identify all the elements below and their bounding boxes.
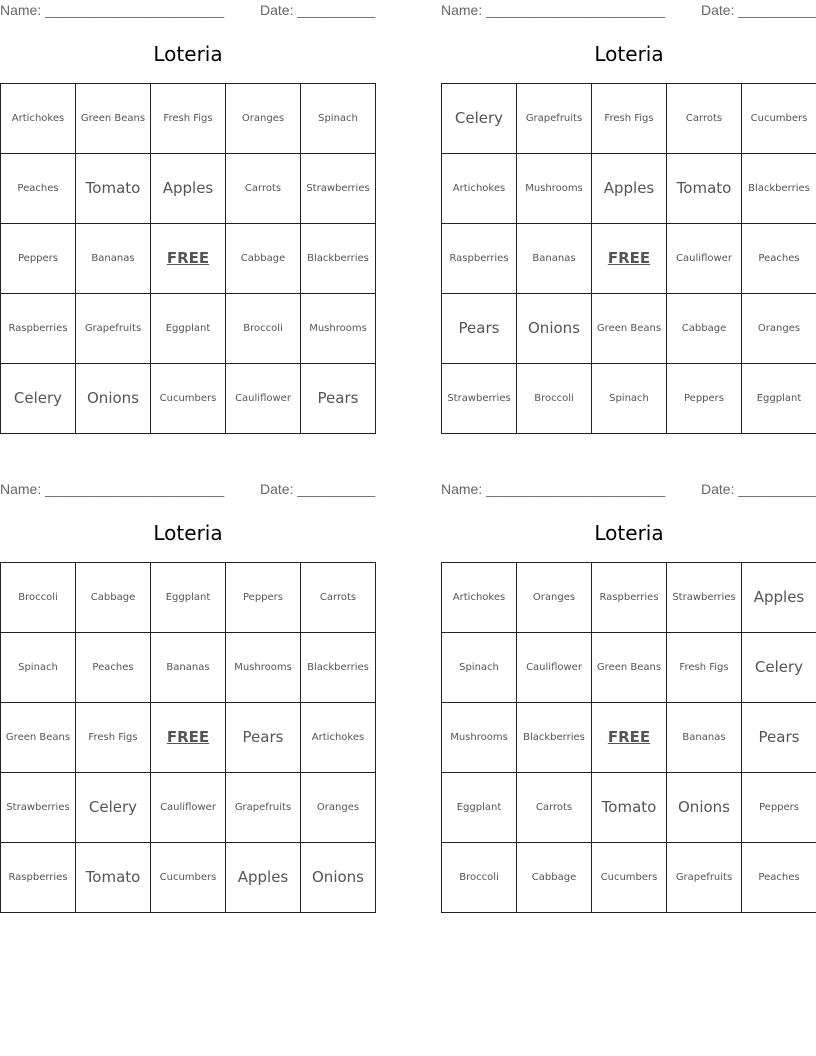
- grid-cell: [1, 703, 76, 773]
- grid-cell: [517, 84, 592, 154]
- cell-label: Onions: [87, 389, 139, 408]
- cell-label: Mushrooms: [525, 183, 583, 194]
- grid-cell: [1, 563, 76, 633]
- grid-row: [442, 154, 816, 224]
- grid-cell: [592, 364, 667, 434]
- grid-row: [442, 703, 816, 773]
- grid-cell: [592, 563, 667, 633]
- grid-cell: [1, 294, 76, 364]
- cell-label: Mushrooms: [309, 323, 367, 334]
- grid-cell: [301, 563, 376, 633]
- grid-row: [442, 294, 816, 364]
- grid-row: [1, 84, 376, 154]
- grid-cell: [226, 224, 301, 294]
- grid-cell: [592, 773, 667, 843]
- cell-label: Celery: [454, 109, 504, 128]
- card-title: Loteria: [594, 521, 664, 545]
- grid-cell: [517, 843, 592, 913]
- grid-cell: [301, 154, 376, 224]
- grid-row: [1, 364, 376, 434]
- cell-label: Mushrooms: [234, 662, 292, 673]
- card-header: [0, 479, 376, 501]
- grid-cell: [442, 224, 517, 294]
- grid-cell: [226, 364, 301, 434]
- cell-label: Grapefruits: [525, 113, 583, 124]
- grid-cell: [517, 773, 592, 843]
- name-field: Name: _______________________: [0, 2, 225, 18]
- grid-cell: [667, 563, 742, 633]
- cell-label: Raspberries: [449, 253, 509, 264]
- grid-row: [1, 703, 376, 773]
- grid-cell: [517, 703, 592, 773]
- grid-row: [442, 364, 816, 434]
- grid-row: [1, 563, 376, 633]
- cell-label: Green Beans: [80, 113, 146, 124]
- cell-label: FREE: [607, 728, 651, 747]
- date-field: Date: __________: [701, 481, 816, 497]
- grid-cell: [76, 84, 151, 154]
- cell-label: Strawberries: [672, 592, 736, 603]
- cell-label: FREE: [607, 249, 651, 268]
- cell-label: Peppers: [759, 802, 799, 813]
- cell-label: Onions: [528, 319, 580, 338]
- grid-cell: [592, 84, 667, 154]
- bingo-card-2: [441, 0, 816, 404]
- cell-label: Strawberries: [306, 183, 370, 194]
- cell-label: Spinach: [318, 113, 358, 124]
- name-field: Name: _______________________: [441, 481, 666, 497]
- grid-cell: [592, 633, 667, 703]
- cell-label: Cauliflower: [526, 662, 582, 673]
- cell-label: Apples: [162, 179, 214, 198]
- cell-label: Pears: [242, 728, 284, 747]
- cell-label: Bananas: [166, 662, 210, 673]
- grid-cell: [742, 154, 816, 224]
- cell-label: Fresh Figs: [88, 732, 138, 743]
- grid-cell: [1, 843, 76, 913]
- cell-label: Peppers: [18, 253, 58, 264]
- grid-cell: [1, 224, 76, 294]
- cell-label: Fresh Figs: [604, 113, 654, 124]
- cell-label: Eggplant: [165, 592, 211, 603]
- grid-cell: [76, 773, 151, 843]
- grid-cell: [517, 364, 592, 434]
- cell-label: Peppers: [684, 393, 724, 404]
- cell-label: Tomato: [85, 179, 141, 198]
- cell-label: Cauliflower: [676, 253, 732, 264]
- grid-cell: [667, 843, 742, 913]
- grid-cell: [517, 154, 592, 224]
- cell-label: Bananas: [532, 253, 576, 264]
- cell-label: Peppers: [243, 592, 283, 603]
- grid-cell: [1, 154, 76, 224]
- cell-label: Peaches: [92, 662, 134, 673]
- grid-cell: [151, 633, 226, 703]
- grid-row: [442, 224, 816, 294]
- cell-label: Oranges: [757, 323, 801, 334]
- grid-cell: [442, 633, 517, 703]
- cell-label: Celery: [88, 798, 138, 817]
- cell-label: Fresh Figs: [163, 113, 213, 124]
- cell-label: Artichokes: [311, 732, 365, 743]
- cell-label: Tomato: [676, 179, 732, 198]
- grid-cell: [151, 843, 226, 913]
- cell-label: Celery: [13, 389, 63, 408]
- cell-label: Oranges: [241, 113, 285, 124]
- grid-cell: [151, 563, 226, 633]
- cell-label: Green Beans: [5, 732, 71, 743]
- grid-cell: [1, 364, 76, 434]
- cell-label: Pears: [458, 319, 500, 338]
- free-space-cell: [151, 703, 226, 773]
- cell-label: Cabbage: [681, 323, 727, 334]
- bingo-card-3: [0, 479, 376, 887]
- card-header: [441, 479, 816, 501]
- bingo-card-1: [0, 0, 376, 408]
- cell-label: Peaches: [758, 253, 800, 264]
- cell-label: Apples: [753, 588, 805, 607]
- grid-cell: [742, 703, 816, 773]
- cell-label: Broccoli: [459, 872, 499, 883]
- grid-row: [1, 224, 376, 294]
- grid-cell: [151, 364, 226, 434]
- cell-label: Carrots: [685, 113, 723, 124]
- cell-label: Fresh Figs: [679, 662, 729, 673]
- grid-cell: [226, 703, 301, 773]
- grid-cell: [301, 843, 376, 913]
- grid-cell: [76, 703, 151, 773]
- grid-cell: [151, 773, 226, 843]
- grid-cell: [76, 224, 151, 294]
- cell-label: Blackberries: [523, 732, 585, 743]
- cell-label: Eggplant: [165, 323, 211, 334]
- cell-label: Bananas: [682, 732, 726, 743]
- grid-cell: [301, 773, 376, 843]
- grid-cell: [442, 294, 517, 364]
- cell-label: Carrots: [319, 592, 357, 603]
- free-space-cell: [592, 703, 667, 773]
- grid-row: [442, 84, 816, 154]
- free-space-cell: [151, 224, 226, 294]
- grid-row: [1, 633, 376, 703]
- grid-cell: [301, 364, 376, 434]
- grid-cell: [667, 773, 742, 843]
- date-field: Date: __________: [260, 481, 376, 497]
- grid-cell: [76, 154, 151, 224]
- bingo-grid: [441, 83, 816, 434]
- cell-label: Blackberries: [748, 183, 810, 194]
- cell-label: Peaches: [758, 872, 800, 883]
- grid-cell: [301, 294, 376, 364]
- cell-label: Grapefruits: [234, 802, 292, 813]
- cell-label: Mushrooms: [450, 732, 508, 743]
- grid-cell: [667, 84, 742, 154]
- cell-label: Spinach: [609, 393, 649, 404]
- cell-label: Cucumbers: [159, 393, 217, 404]
- grid-cell: [667, 703, 742, 773]
- cell-label: Spinach: [459, 662, 499, 673]
- cell-label: Grapefruits: [84, 323, 142, 334]
- grid-cell: [1, 773, 76, 843]
- grid-row: [442, 633, 816, 703]
- cell-label: Broccoli: [534, 393, 574, 404]
- grid-cell: [442, 703, 517, 773]
- grid-cell: [742, 364, 816, 434]
- grid-cell: [742, 773, 816, 843]
- cell-label: Carrots: [535, 802, 573, 813]
- grid-cell: [667, 364, 742, 434]
- grid-cell: [742, 84, 816, 154]
- bingo-grid: [441, 562, 816, 913]
- grid-cell: [226, 154, 301, 224]
- grid-cell: [742, 633, 816, 703]
- grid-cell: [226, 563, 301, 633]
- grid-cell: [517, 633, 592, 703]
- grid-cell: [226, 843, 301, 913]
- cell-label: Spinach: [18, 662, 58, 673]
- grid-cell: [742, 294, 816, 364]
- date-field: Date: __________: [260, 2, 376, 18]
- date-field: Date: __________: [701, 2, 816, 18]
- cell-label: Artichokes: [11, 113, 65, 124]
- cell-label: Broccoli: [243, 323, 283, 334]
- grid-cell: [301, 703, 376, 773]
- cell-label: Cabbage: [531, 872, 577, 883]
- cell-label: Pears: [317, 389, 359, 408]
- cell-label: Blackberries: [307, 662, 369, 673]
- grid-cell: [592, 843, 667, 913]
- grid-cell: [301, 224, 376, 294]
- cell-label: Peaches: [17, 183, 59, 194]
- cell-label: Apples: [603, 179, 655, 198]
- cell-label: Tomato: [601, 798, 657, 817]
- grid-cell: [742, 563, 816, 633]
- grid-cell: [301, 84, 376, 154]
- grid-row: [1, 843, 376, 913]
- grid-cell: [442, 154, 517, 224]
- card-header: [441, 0, 816, 22]
- grid-cell: [442, 563, 517, 633]
- card-title: Loteria: [153, 42, 223, 66]
- name-field: Name: _______________________: [0, 481, 225, 497]
- cell-label: FREE: [166, 728, 210, 747]
- cell-label: Onions: [312, 868, 364, 887]
- cell-label: Cucumbers: [750, 113, 808, 124]
- grid-cell: [442, 773, 517, 843]
- cell-label: Celery: [754, 658, 804, 677]
- grid-row: [442, 563, 816, 633]
- grid-cell: [1, 84, 76, 154]
- cell-label: Cauliflower: [160, 802, 216, 813]
- cell-label: Bananas: [91, 253, 135, 264]
- grid-cell: [301, 633, 376, 703]
- grid-cell: [76, 364, 151, 434]
- grid-cell: [667, 224, 742, 294]
- grid-cell: [1, 633, 76, 703]
- cell-label: Green Beans: [596, 323, 662, 334]
- cell-label: Raspberries: [8, 872, 68, 883]
- grid-cell: [667, 294, 742, 364]
- cell-label: Artichokes: [452, 592, 506, 603]
- cell-label: Tomato: [85, 868, 141, 887]
- grid-cell: [76, 563, 151, 633]
- grid-cell: [226, 773, 301, 843]
- grid-row: [442, 773, 816, 843]
- cell-label: Cabbage: [90, 592, 136, 603]
- cell-label: Artichokes: [452, 183, 506, 194]
- grid-cell: [151, 84, 226, 154]
- cell-label: Apples: [237, 868, 289, 887]
- grid-cell: [226, 84, 301, 154]
- cell-label: Grapefruits: [675, 872, 733, 883]
- cell-label: Cucumbers: [159, 872, 217, 883]
- grid-row: [1, 154, 376, 224]
- cell-label: Raspberries: [8, 323, 68, 334]
- grid-row: [1, 294, 376, 364]
- cell-label: Oranges: [316, 802, 360, 813]
- cell-label: Cauliflower: [235, 393, 291, 404]
- cell-label: Strawberries: [6, 802, 70, 813]
- grid-cell: [517, 563, 592, 633]
- grid-row: [442, 843, 816, 913]
- bingo-grid: [0, 83, 376, 434]
- bingo-grid: [0, 562, 376, 913]
- grid-cell: [442, 364, 517, 434]
- cell-label: Eggplant: [456, 802, 502, 813]
- grid-cell: [742, 843, 816, 913]
- cell-label: Strawberries: [447, 393, 511, 404]
- grid-cell: [442, 843, 517, 913]
- grid-cell: [517, 294, 592, 364]
- cell-label: Carrots: [244, 183, 282, 194]
- grid-cell: [667, 633, 742, 703]
- cell-label: Onions: [678, 798, 730, 817]
- cell-label: Green Beans: [596, 662, 662, 673]
- grid-cell: [76, 843, 151, 913]
- cell-label: Raspberries: [599, 592, 659, 603]
- grid-cell: [226, 294, 301, 364]
- grid-cell: [76, 633, 151, 703]
- name-field: Name: _______________________: [441, 2, 666, 18]
- grid-cell: [517, 224, 592, 294]
- card-header: [0, 0, 376, 22]
- grid-cell: [742, 224, 816, 294]
- cell-label: FREE: [166, 249, 210, 268]
- grid-cell: [592, 294, 667, 364]
- bingo-card-4: [441, 479, 816, 883]
- cell-label: Pears: [758, 728, 800, 747]
- free-space-cell: [592, 224, 667, 294]
- card-title: Loteria: [153, 521, 223, 545]
- cell-label: Oranges: [532, 592, 576, 603]
- grid-cell: [151, 154, 226, 224]
- cell-label: Broccoli: [18, 592, 58, 603]
- cell-label: Eggplant: [756, 393, 802, 404]
- cell-label: Cabbage: [240, 253, 286, 264]
- grid-cell: [442, 84, 517, 154]
- card-title: Loteria: [594, 42, 664, 66]
- grid-cell: [151, 294, 226, 364]
- grid-row: [1, 773, 376, 843]
- cell-label: Blackberries: [307, 253, 369, 264]
- cell-label: Cucumbers: [600, 872, 658, 883]
- grid-cell: [226, 633, 301, 703]
- grid-cell: [667, 154, 742, 224]
- grid-cell: [76, 294, 151, 364]
- grid-cell: [592, 154, 667, 224]
